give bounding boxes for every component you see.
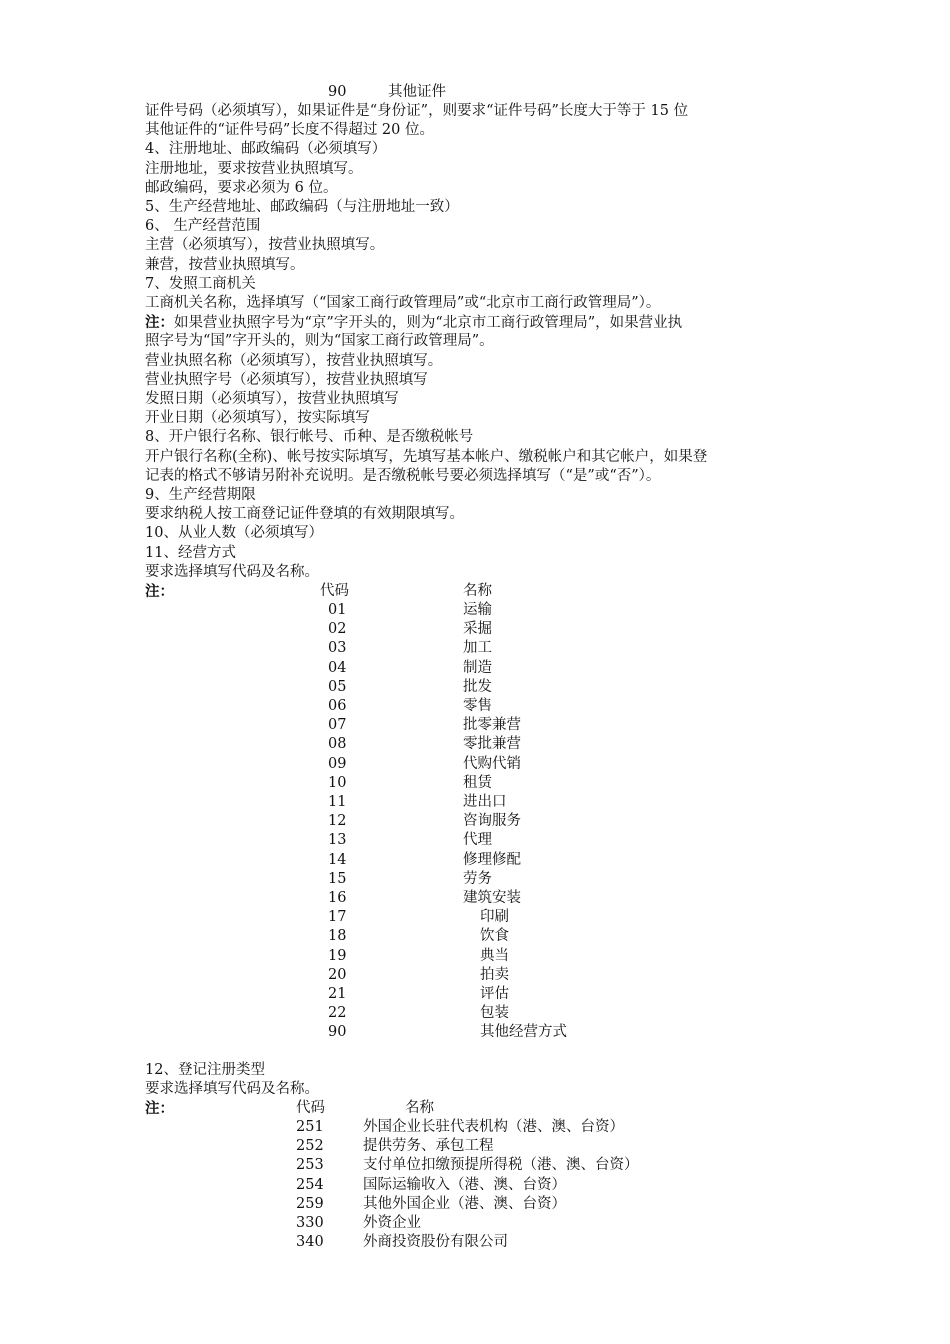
table-row-code: 90 bbox=[328, 1024, 347, 1041]
table2-header-code: 代码 bbox=[296, 1100, 325, 1116]
table-row-name: 代购代销 bbox=[463, 755, 521, 772]
table-row-code: 15 bbox=[328, 870, 347, 887]
table-row-name: 代理 bbox=[463, 832, 492, 849]
table-row-name: 支付单位扣缴预提所得税（港、澳、台资） bbox=[363, 1157, 639, 1174]
table-row-code: 18 bbox=[328, 928, 347, 945]
section-heading: 9、生产经营期限 bbox=[145, 487, 256, 503]
table-row-name: 劳务 bbox=[463, 870, 492, 887]
table2-note: 注： bbox=[145, 1100, 174, 1117]
section-heading: 7、发照工商机关 bbox=[145, 276, 256, 292]
table-row-code: 16 bbox=[328, 890, 347, 906]
note-label: 注： bbox=[145, 314, 174, 331]
table-row-name: 外资企业 bbox=[363, 1215, 421, 1231]
section-heading: 5、生产经营地址、邮政编码（与注册地址一致） bbox=[145, 199, 459, 215]
text-line: 记表的格式不够请另附补充说明。是否缴税帐号要必须选择填写（“是”或“否”）。 bbox=[145, 468, 661, 484]
section-heading: 10、从业人数（必须填写） bbox=[145, 525, 323, 541]
table-row-code: 10 bbox=[328, 774, 347, 791]
table-row-name: 评估 bbox=[480, 986, 509, 1002]
table-row-code: 06 bbox=[328, 698, 347, 714]
table-row-name: 其他经营方式 bbox=[480, 1024, 567, 1041]
table-row-name: 加工 bbox=[463, 640, 492, 657]
table-row-code: 19 bbox=[328, 947, 347, 964]
table-row-name: 其他外国企业（港、澳、台资） bbox=[363, 1195, 566, 1212]
table-row-code: 251 bbox=[296, 1119, 324, 1135]
table-row-name: 进出口 bbox=[463, 794, 507, 810]
table-row-code: 03 bbox=[328, 640, 347, 657]
text-line: 营业执照名称（必须填写），按营业执照填写。 bbox=[145, 353, 443, 369]
table-row-code: 330 bbox=[296, 1215, 324, 1231]
table2-header-name: 名称 bbox=[405, 1100, 434, 1116]
text-line: 要求选择填写代码及名称。 bbox=[145, 1081, 319, 1097]
table1-header-code: 代码 bbox=[320, 583, 349, 599]
section-heading: 4、注册地址、邮政编码（必须填写） bbox=[145, 141, 387, 157]
table-row-name: 外商投资股份有限公司 bbox=[363, 1234, 508, 1251]
text-line: 要求纳税人按工商登记证件登填的有效期限填写。 bbox=[145, 506, 464, 522]
top-row-code: 90 bbox=[328, 84, 347, 100]
table-row-code: 20 bbox=[328, 966, 347, 983]
table-row-name: 运输 bbox=[463, 602, 492, 618]
table-row-code: 21 bbox=[328, 986, 347, 1002]
section-heading: 12、登记注册类型 bbox=[145, 1062, 265, 1078]
table-row-name: 采掘 bbox=[463, 621, 492, 638]
table-row-name: 零售 bbox=[463, 698, 492, 714]
table-row-code: 02 bbox=[328, 621, 347, 638]
section-heading: 11、经营方式 bbox=[145, 545, 236, 561]
table-row-code: 12 bbox=[328, 813, 347, 830]
table-row-name: 印刷 bbox=[480, 909, 509, 926]
table-row-name: 拍卖 bbox=[480, 966, 509, 983]
text-line: 开户银行名称(全称)、帐号按实际填写，先填写基本帐户、缴税帐户和其它帐户，如果登 bbox=[145, 449, 708, 465]
table-row-name: 饮食 bbox=[480, 928, 509, 945]
note-text: 如果营业执照字号为“京”字开头的，则为“北京市工商行政管理局”，如果营业执 bbox=[174, 315, 683, 331]
note-line bbox=[145, 313, 682, 333]
text-line: 注册地址，要求按营业执照填写。 bbox=[145, 161, 363, 177]
table-row-code: 17 bbox=[328, 909, 347, 926]
text-line: 邮政编码，要求必须为 6 位。 bbox=[145, 180, 338, 196]
table-row-name: 批零兼营 bbox=[463, 717, 521, 734]
table-row-code: 01 bbox=[328, 602, 347, 618]
text-line: 营业执照字号（必须填写），按营业执照填写 bbox=[145, 372, 428, 388]
table-row-code: 07 bbox=[328, 717, 347, 734]
text-line: 开业日期（必须填写），按实际填写 bbox=[145, 410, 370, 426]
table-row-code: 11 bbox=[328, 794, 347, 810]
text-line: 主营（必须填写），按营业执照填写。 bbox=[145, 237, 385, 253]
table-row-code: 253 bbox=[296, 1157, 324, 1174]
text-line: 兼营，按营业执照填写。 bbox=[145, 257, 305, 273]
table-row-name: 包装 bbox=[480, 1005, 509, 1022]
table-row-code: 14 bbox=[328, 851, 347, 868]
table-row-name: 租赁 bbox=[463, 774, 492, 791]
text-line: 发照日期（必须填写），按营业执照填写 bbox=[145, 391, 399, 407]
top-row-name: 其他证件 bbox=[388, 84, 446, 100]
table-row-name: 修理修配 bbox=[463, 851, 521, 868]
table-row-code: 09 bbox=[328, 755, 347, 772]
table1-note: 注： bbox=[145, 583, 174, 600]
table-row-name: 建筑安装 bbox=[463, 890, 521, 906]
table-row-code: 254 bbox=[296, 1176, 324, 1193]
table-row-name: 零批兼营 bbox=[463, 736, 521, 753]
table-row-name: 外国企业长驻代表机构（港、澳、台资） bbox=[363, 1119, 624, 1135]
table-row-name: 国际运输收入（港、澳、台资） bbox=[363, 1176, 566, 1193]
table-row-name: 典当 bbox=[480, 947, 509, 964]
table-row-code: 13 bbox=[328, 832, 347, 849]
table-row-code: 04 bbox=[328, 659, 347, 676]
table-row-code: 22 bbox=[328, 1005, 347, 1022]
text-line: 证件号码（必须填写），如果证件是“身份证”，则要求“证件号码”长度大于等于 15 位 bbox=[145, 103, 689, 119]
table-row-name: 提供劳务、承包工程 bbox=[363, 1138, 494, 1155]
table-row-code: 05 bbox=[328, 678, 347, 695]
table-row-name: 咨询服务 bbox=[463, 813, 521, 830]
text-line: 要求选择填写代码及名称。 bbox=[145, 564, 319, 580]
table1-header-name: 名称 bbox=[463, 583, 492, 599]
table-row-code: 252 bbox=[296, 1138, 324, 1155]
section-heading: 8、开户银行名称、银行帐号、币种、是否缴税帐号 bbox=[145, 429, 474, 445]
table-row-name: 批发 bbox=[463, 678, 492, 695]
table-row-code: 08 bbox=[328, 736, 347, 753]
text-line: 其他证件的“证件号码”长度不得超过 20 位。 bbox=[145, 122, 434, 138]
table-row-code: 340 bbox=[296, 1234, 324, 1251]
table-row-code: 259 bbox=[296, 1195, 324, 1212]
text-line: 照字号为“国”字开头的，则为“国家工商行政管理局”。 bbox=[145, 333, 494, 349]
section-heading: 6、 生产经营范围 bbox=[145, 218, 261, 234]
table-row-name: 制造 bbox=[463, 659, 492, 676]
text-line: 工商机关名称，选择填写（“国家工商行政管理局”或“北京市工商行政管理局”）。 bbox=[145, 295, 661, 311]
